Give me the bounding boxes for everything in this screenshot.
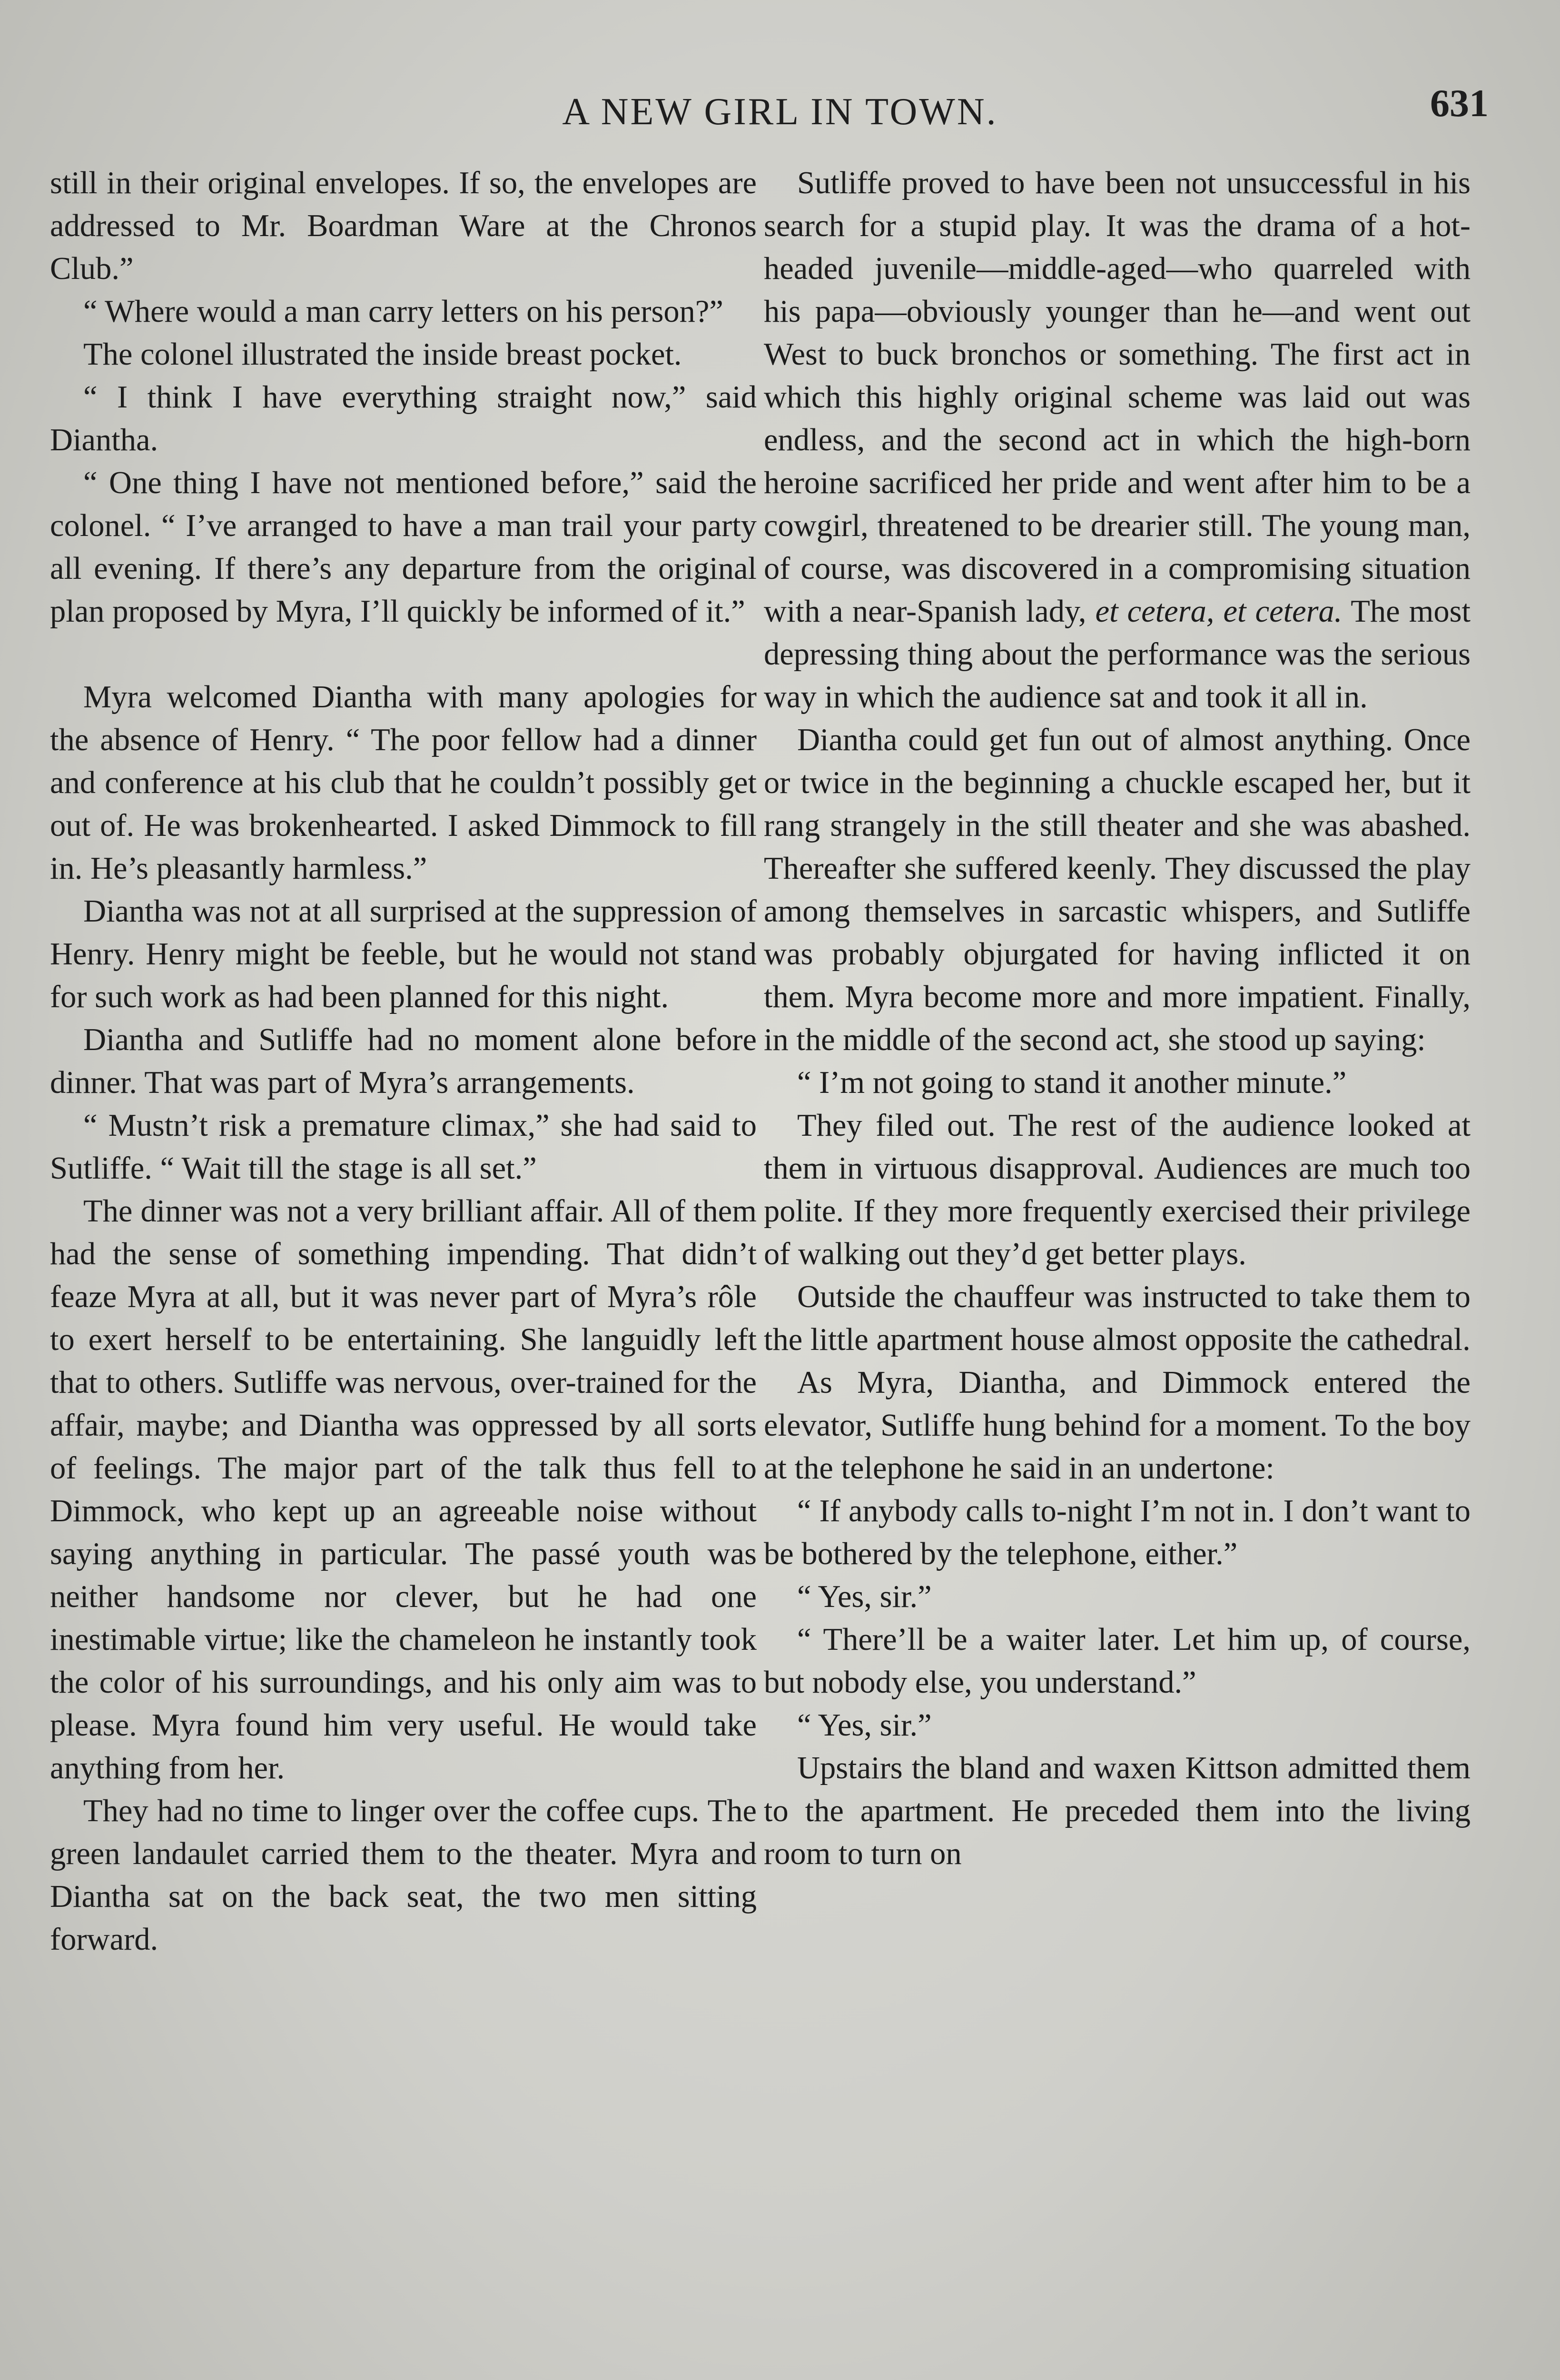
paragraph-text: Sutliffe proved to have been not unsuccessful in his search for a stupid play. It was the drama of a hot-headed juvenile—middle-aged—who quarreled with his papa—obviously younger than he—and went out West to buck bronchos or something. The first act in which this highly original scheme was laid out was endless, and the second act in which the high-born heroine sacrificed her pride and went after him to be a cowgirl, threatened to be drearier still. The young man, of course, was discovered in a compromising situation with a near-Spanish lady, bbox=[764, 166, 1471, 629]
paragraph: “ Yes, sir.” bbox=[797, 1579, 932, 1614]
paragraph: Outside the chauffeur was instructed to take them to the little apartment house almost opposite the cathedral. bbox=[764, 1279, 1471, 1357]
paragraph: “ I’m not going to stand it another minute.” bbox=[797, 1065, 1347, 1100]
paragraph: “ Where would a man carry letters on his person?” bbox=[83, 294, 723, 329]
paragraph: “ If anybody calls to-night I’m not in. I don’t want to be bothered by the telephone, either.” bbox=[764, 1494, 1471, 1571]
paragraph: “ One thing I have not mentioned before,” said the colonel. “ I’ve arranged to have a man trail your party all evening. If there’s any departure from the original plan proposed by Myra, I’ll quickly be informed of it.” bbox=[50, 466, 757, 629]
paragraph: “ Mustn’t risk a premature climax,” she had said to Sutliffe. “ Wait till the stage is all set.” bbox=[50, 1108, 757, 1186]
page-number: 631 bbox=[1430, 81, 1489, 125]
page-title: A NEW GIRL IN TOWN. bbox=[562, 91, 998, 133]
paragraph-text: The most depressing thing about the performance was the serious way in which the audience sat and took it all in. bbox=[764, 594, 1471, 714]
paragraph: The dinner was not a very brilliant affair. All of them had the sense of something impending. That didn’t feaze Myra at all, but it was never part of Myra’s rôle to exert herself to be entertaining. She languidly left that to others. Sutliffe was nervous, over-trained for the affair, maybe; and Diantha was oppressed by all sorts of feelings. The major part of the talk thus fell to Dimmock, who kept up an agreeable noise without saying anything in particular. The passé youth was neither handsome nor clever, but he had one inestimable virtue; like the chameleon he instantly took the color of his surroundings, and his only aim was to please. Myra found him very useful. He would take anything from her. bbox=[50, 1194, 757, 1785]
paragraph: “ I think I have everything straight now,” said Diantha. bbox=[50, 380, 757, 457]
paragraph bbox=[764, 162, 1471, 719]
paragraph: They had no time to linger over the coffee cups. The green landaulet carried them to the theater. Myra and Diantha sat on the back seat, the two men sitting forward. bbox=[50, 1794, 757, 1957]
running-head bbox=[0, 81, 1560, 138]
paragraph: The colonel illustrated the inside breast pocket. bbox=[83, 337, 682, 372]
paragraph: As Myra, Diantha, and Dimmock entered the elevator, Sutliffe hung behind for a moment. To the boy at the telephone he said in an undertone: bbox=[764, 1365, 1471, 1486]
paragraph: Diantha was not at all surprised at the suppression of Henry. Henry might be feeble, but he would not stand for such work as had been planned for this night. bbox=[50, 894, 757, 1014]
right-column bbox=[764, 162, 1471, 1875]
paragraph: They filed out. The rest of the audience looked at them in virtuous disapproval. Audiences are much too polite. If they more frequently exercised their privilege of walking out they’d get better plays. bbox=[764, 1108, 1471, 1271]
paragraph: Diantha could get fun out of almost anything. Once or twice in the beginning a chuckle escaped her, but it rang strangely in the still theater and she was abashed. Thereafter she suffered keenly. They discussed the play among themselves in sarcastic whispers, and Sutliffe was probably objurgated for having inflicted it on them. Myra become more and more impatient. Finally, in the middle of the second act, she stood up saying: bbox=[764, 723, 1471, 1057]
paragraph: Myra welcomed Diantha with many apologies for the absence of Henry. “ The poor fellow had a dinner and conference at his club that he couldn’t possibly get out of. He was brokenhearted. I asked Dimmock to fill in. He’s pleasantly harmless.” bbox=[50, 680, 757, 886]
paragraph: still in their original envelopes. If so, the envelopes are addressed to Mr. Boardman Ware at the Chronos Club.” bbox=[50, 166, 757, 286]
italic-phrase: et cetera, et cetera. bbox=[1095, 594, 1343, 629]
paragraph: Upstairs the bland and waxen Kittson admitted them to the apartment. He preceded them into the living room to turn on bbox=[764, 1751, 1471, 1871]
left-column bbox=[50, 162, 757, 1961]
paragraph: “ There’ll be a waiter later. Let him up, of course, but nobody else, you understand.” bbox=[764, 1622, 1471, 1700]
paragraph: Diantha and Sutliffe had no moment alone before dinner. That was part of Myra’s arrangements. bbox=[50, 1022, 757, 1100]
paragraph: “ Yes, sir.” bbox=[797, 1708, 932, 1743]
